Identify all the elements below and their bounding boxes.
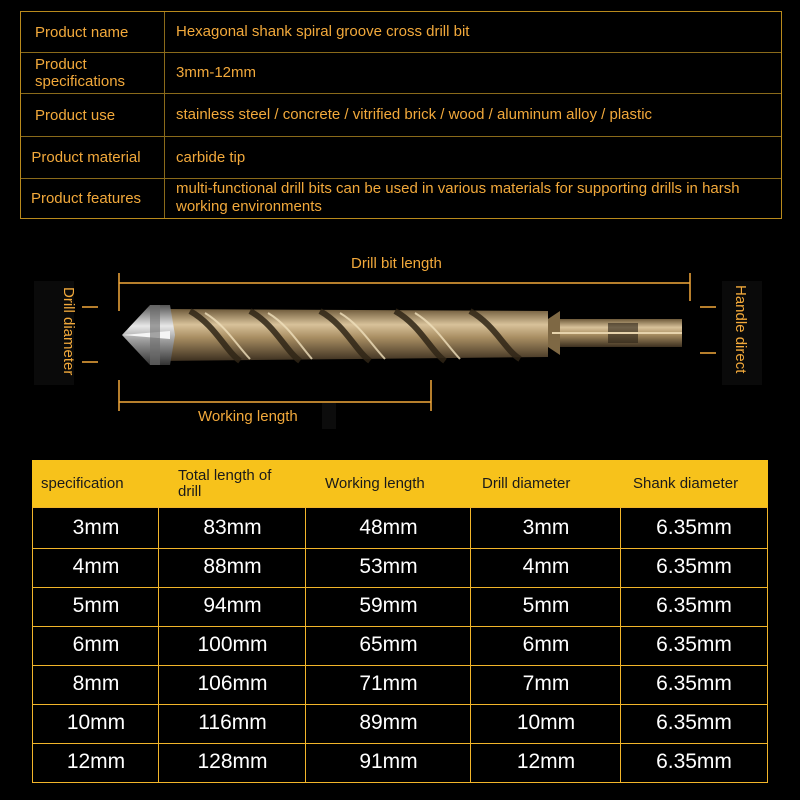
info-row-features	[21, 179, 781, 217]
cell-specification: 4mm	[72, 555, 120, 578]
header-working-length: Working length	[325, 474, 425, 492]
cell-specification: 10mm	[66, 711, 126, 734]
specification-table	[32, 460, 768, 783]
cell-shank-diameter: 6.35mm	[656, 711, 732, 734]
cell-drill-diameter: 5mm	[522, 594, 570, 617]
info-value: stainless steel / concrete / vitrified brick / wood / aluminum alloy / plastic	[176, 106, 653, 123]
table-body	[32, 507, 768, 783]
info-value: multi-functional drill bits can be used in various materials for supporting drills in harsh working environments	[176, 180, 740, 215]
info-row-name	[21, 12, 781, 53]
header-shank-diameter: Shank diameter	[633, 474, 739, 492]
header-drill-diameter: Drill diameter	[482, 474, 571, 492]
cell-working-length: 65mm	[359, 633, 418, 656]
cell-working-length: 91mm	[359, 750, 418, 773]
info-label: Product material	[31, 149, 141, 166]
table-row	[33, 742, 767, 782]
cell-total-length: 100mm	[197, 633, 268, 656]
info-value: Hexagonal shank spiral groove cross drill bit	[176, 23, 470, 40]
cell-specification: 3mm	[72, 516, 120, 539]
cell-shank-diameter: 6.35mm	[656, 516, 732, 539]
drill-diameter-label: Drill diameter	[60, 287, 77, 376]
cell-shank-diameter: 6.35mm	[656, 672, 732, 695]
info-value: carbide tip	[176, 148, 246, 166]
table-row	[33, 703, 767, 743]
info-row-material	[21, 137, 781, 179]
cell-specification: 8mm	[72, 672, 120, 695]
cell-working-length: 89mm	[359, 711, 418, 734]
header-specification: specification	[41, 474, 124, 492]
handle-direct-label: Handle direct	[732, 285, 749, 374]
cell-working-length: 53mm	[359, 555, 418, 578]
working-length-label: Working length	[198, 408, 298, 425]
cross-tip	[122, 305, 175, 365]
info-row-specifications	[21, 53, 781, 94]
info-label: Product specifications	[35, 56, 126, 90]
info-label: Product name	[35, 23, 129, 41]
cell-total-length: 106mm	[197, 672, 268, 695]
cell-working-length: 59mm	[359, 594, 418, 617]
cell-drill-diameter: 4mm	[522, 555, 570, 578]
table-row	[33, 625, 767, 665]
drill-bit-length-label: Drill bit length	[351, 255, 442, 272]
cell-working-length: 48mm	[359, 516, 418, 539]
info-label: Product use	[35, 106, 116, 124]
table-header	[32, 460, 768, 507]
table-row	[33, 508, 767, 548]
drill-bit-illustration	[0, 225, 800, 440]
cell-shank-diameter: 6.35mm	[656, 633, 732, 656]
table-row	[33, 586, 767, 626]
cell-shank-diameter: 6.35mm	[656, 555, 732, 578]
table-row	[33, 547, 767, 587]
cell-total-length: 116mm	[198, 711, 267, 734]
cell-drill-diameter: 7mm	[522, 672, 570, 695]
cell-total-length: 88mm	[203, 555, 262, 578]
fluted-body	[160, 309, 548, 361]
info-label: Product features	[30, 189, 142, 207]
product-info-table	[20, 11, 782, 219]
cell-total-length: 128mm	[197, 750, 268, 773]
cell-total-length: 94mm	[203, 594, 262, 617]
cell-specification: 6mm	[72, 633, 120, 656]
cell-shank-diameter: 6.35mm	[656, 750, 732, 773]
cell-working-length: 71mm	[359, 672, 418, 695]
cell-shank-diameter: 6.35mm	[656, 594, 732, 617]
cell-specification: 12mm	[66, 750, 126, 773]
hex-shank	[548, 311, 682, 355]
cell-drill-diameter: 6mm	[522, 633, 570, 656]
cell-drill-diameter: 10mm	[516, 711, 576, 734]
header-total-length: Total length of drill	[178, 466, 272, 500]
info-row-use	[21, 94, 781, 137]
drill-diagram	[0, 225, 800, 440]
cell-total-length: 83mm	[203, 516, 262, 539]
cell-specification: 5mm	[72, 594, 120, 617]
cell-drill-diameter: 12mm	[516, 750, 576, 773]
cell-drill-diameter: 3mm	[522, 516, 570, 539]
info-value: 3mm-12mm	[176, 64, 257, 81]
table-row	[33, 664, 767, 704]
